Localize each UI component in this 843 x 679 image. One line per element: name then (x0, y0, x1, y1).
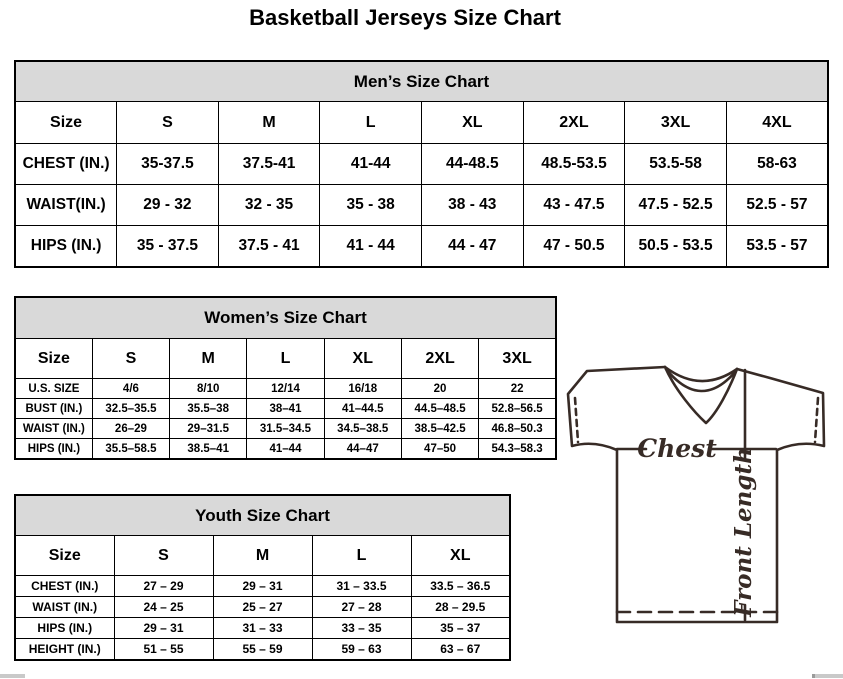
table-cell: 44.5–48.5 (401, 399, 478, 419)
table-cell: 29 - 32 (117, 185, 219, 226)
table-cell: 16/18 (324, 379, 401, 399)
table-cell: 38 - 43 (422, 185, 524, 226)
table-cell: 35 - 37.5 (117, 226, 219, 268)
table-row (15, 576, 510, 597)
column-header: S (114, 536, 213, 576)
table-cell: 50.5 - 53.5 (625, 226, 727, 268)
table-cell: 46.8–50.3 (479, 419, 556, 439)
table-cell: 31.5–34.5 (247, 419, 324, 439)
table-cell: 53.5 - 57 (726, 226, 828, 268)
table-cell: 27 – 28 (312, 597, 411, 618)
table-cell: 47.5 - 52.5 (625, 185, 727, 226)
column-header: L (320, 102, 422, 144)
table-cell: 41–44.5 (324, 399, 401, 419)
row-label: U.S. SIZE (15, 379, 92, 399)
table-cell: 22 (479, 379, 556, 399)
table-cell: 8/10 (170, 379, 247, 399)
page-title: Basketball Jerseys Size Chart (249, 5, 561, 30)
table-cell: 47 - 50.5 (523, 226, 625, 268)
table-row (15, 185, 828, 226)
column-header: 2XL (523, 102, 625, 144)
mens-size-chart-table (14, 60, 829, 268)
table-row (15, 379, 556, 399)
mens-table (14, 60, 829, 268)
table-row (15, 144, 828, 185)
column-header: L (247, 339, 324, 379)
column-header: M (213, 536, 312, 576)
column-header: 4XL (726, 102, 828, 144)
table-cell: 4/6 (92, 379, 169, 399)
table-cell: 37.5 - 41 (218, 226, 320, 268)
chest-label: Chest (637, 434, 717, 463)
row-label: HIPS (IN.) (15, 439, 92, 460)
column-header: 2XL (401, 339, 478, 379)
table-cell: 38.5–42.5 (401, 419, 478, 439)
table-cell: 33 – 35 (312, 618, 411, 639)
table-cell: 26–29 (92, 419, 169, 439)
table-cell: 29 – 31 (213, 576, 312, 597)
table-cell: 38–41 (247, 399, 324, 419)
table-row (15, 597, 510, 618)
jersey-measurement-diagram (558, 362, 838, 628)
table-header-row (15, 102, 828, 144)
column-header: L (312, 536, 411, 576)
table-title: Men’s Size Chart (15, 61, 828, 102)
row-label: HEIGHT (IN.) (15, 639, 114, 661)
table-cell: 33.5 – 36.5 (411, 576, 510, 597)
column-header: Size (15, 536, 114, 576)
table-header-row (15, 339, 556, 379)
table-cell: 32 - 35 (218, 185, 320, 226)
table-cell: 58-63 (726, 144, 828, 185)
column-header: S (117, 102, 219, 144)
row-label: WAIST(IN.) (15, 185, 117, 226)
column-header: Size (15, 102, 117, 144)
column-header: XL (411, 536, 510, 576)
table-cell: 63 – 67 (411, 639, 510, 661)
table-cell: 34.5–38.5 (324, 419, 401, 439)
table-cell: 37.5-41 (218, 144, 320, 185)
table-cell: 35-37.5 (117, 144, 219, 185)
table-cell: 53.5-58 (625, 144, 727, 185)
table-row (15, 618, 510, 639)
column-header: 3XL (625, 102, 727, 144)
table-cell: 48.5-53.5 (523, 144, 625, 185)
row-label: CHEST (IN.) (15, 144, 117, 185)
table-cell: 28 – 29.5 (411, 597, 510, 618)
column-header: 3XL (479, 339, 556, 379)
table-cell: 20 (401, 379, 478, 399)
row-label: WAIST (IN.) (15, 419, 92, 439)
table-cell: 12/14 (247, 379, 324, 399)
table-cell: 32.5–35.5 (92, 399, 169, 419)
table-cell: 44–47 (324, 439, 401, 460)
table-cell: 35.5–38 (170, 399, 247, 419)
row-label: CHEST (IN.) (15, 576, 114, 597)
table-cell: 29 – 31 (114, 618, 213, 639)
table-cell: 25 – 27 (213, 597, 312, 618)
table-row (15, 399, 556, 419)
table-title: Youth Size Chart (15, 495, 510, 536)
table-cell: 24 – 25 (114, 597, 213, 618)
table-cell: 29–31.5 (170, 419, 247, 439)
table-cell: 52.8–56.5 (479, 399, 556, 419)
column-header: XL (422, 102, 524, 144)
row-label: WAIST (IN.) (15, 597, 114, 618)
youth-size-chart-table (14, 494, 511, 661)
table-cell: 43 - 47.5 (523, 185, 625, 226)
table-row (15, 439, 556, 460)
column-header: XL (324, 339, 401, 379)
table-cell: 59 – 63 (312, 639, 411, 661)
table-cell: 35 - 38 (320, 185, 422, 226)
table-cell: 44-48.5 (422, 144, 524, 185)
table-cell: 35.5–58.5 (92, 439, 169, 460)
table-cell: 52.5 - 57 (726, 185, 828, 226)
table-title: Women’s Size Chart (15, 297, 556, 339)
table-cell: 38.5–41 (170, 439, 247, 460)
table-cell: 41-44 (320, 144, 422, 185)
table-cell: 31 – 33.5 (312, 576, 411, 597)
column-header: M (170, 339, 247, 379)
youth-table (14, 494, 511, 661)
row-label: HIPS (IN.) (15, 618, 114, 639)
womens-size-chart-table (14, 296, 557, 460)
column-header: S (92, 339, 169, 379)
table-cell: 51 – 55 (114, 639, 213, 661)
table-cell: 35 – 37 (411, 618, 510, 639)
horizontal-scrollbar-fragment-right[interactable] (812, 674, 843, 678)
table-row (15, 226, 828, 268)
row-label: BUST (IN.) (15, 399, 92, 419)
table-row (15, 639, 510, 661)
womens-table (14, 296, 557, 460)
table-cell: 54.3–58.3 (479, 439, 556, 460)
table-cell: 41–44 (247, 439, 324, 460)
scrollbar-cap (812, 674, 815, 678)
horizontal-scrollbar-fragment-left[interactable] (0, 674, 25, 678)
table-cell: 41 - 44 (320, 226, 422, 268)
table-cell: 47–50 (401, 439, 478, 460)
table-cell: 44 - 47 (422, 226, 524, 268)
table-cell: 27 – 29 (114, 576, 213, 597)
table-cell: 31 – 33 (213, 618, 312, 639)
table-cell: 55 – 59 (213, 639, 312, 661)
jersey-outline-icon (558, 362, 838, 628)
table-row (15, 419, 556, 439)
row-label: HIPS (IN.) (15, 226, 117, 268)
column-header: M (218, 102, 320, 144)
table-header-row (15, 536, 510, 576)
column-header: Size (15, 339, 92, 379)
front-length-label: Front Length (730, 447, 757, 617)
